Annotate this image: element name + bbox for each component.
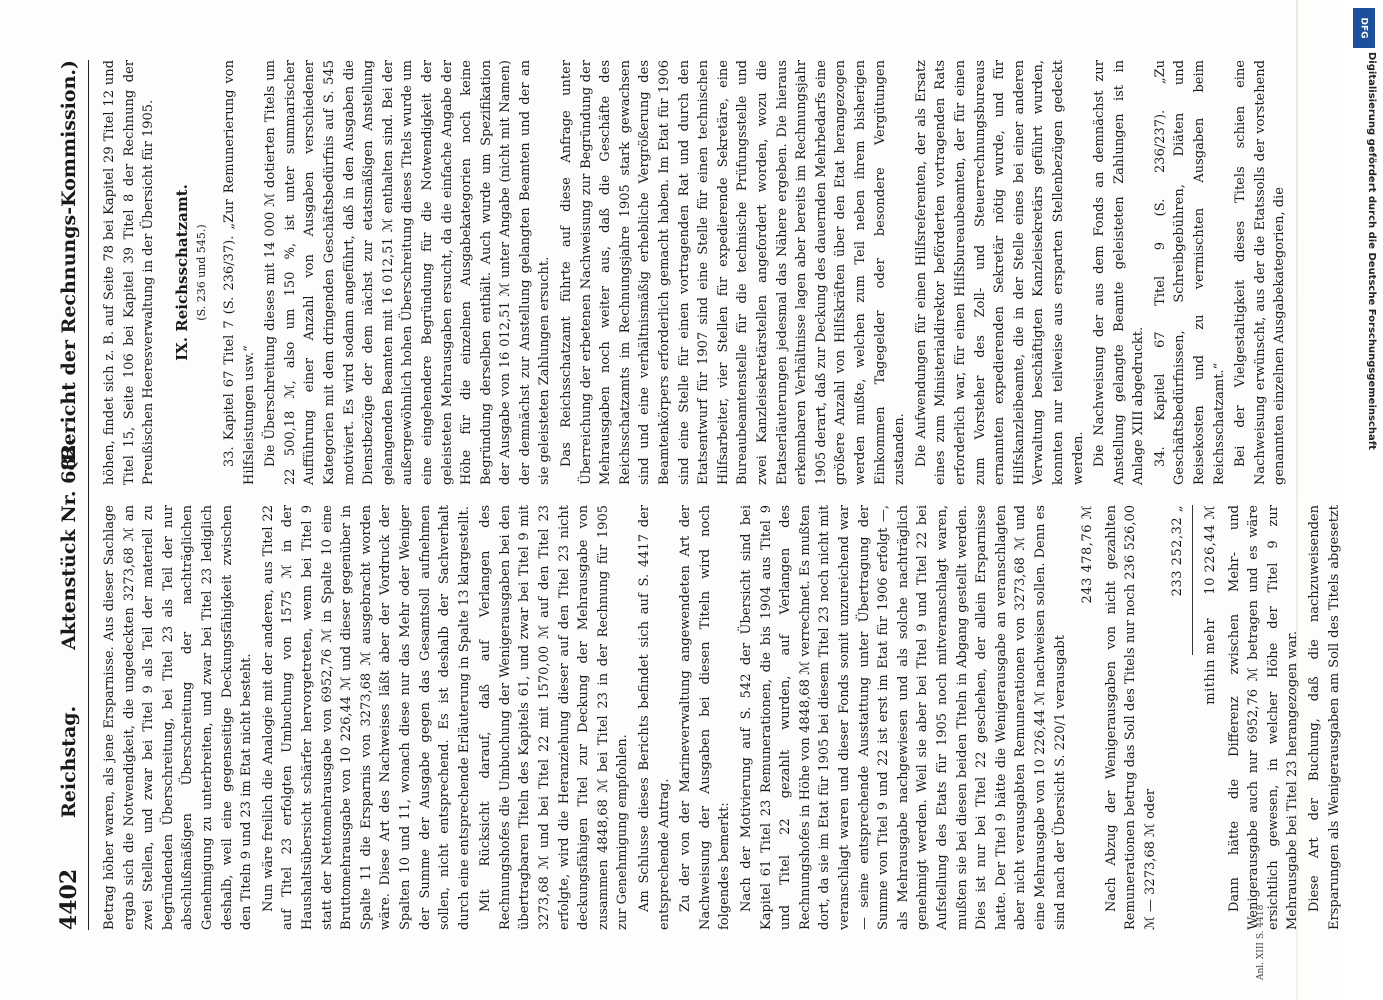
paragraph: Die Überschreitung dieses mit 14 000 ℳ dotierten Titels um 22 500,18 ℳ, also um 150 %, ist unter summarischer Aufführung einer Anzahl von Ausgaben verschiedener Kategorien mit dem dringenden Geschäftsbedürfnis auf S. 545 motiviert. Es wird sodann angeführt, daß in den Ausgaben die Dienstbezüge der dem nächst zur etatsmäßigen Anstellung gelangenden Beamten mit 16 012,51 ℳ enthalten sind. Bei der außergewöhnlich hohen Überschreitung dieses Titels wurde um eine eingehendere Begründung für die Notwendigkeit der geleisteten Mehrausgaben ersucht, da die einfache Angabe der Höhe für die einzelnen Ausgabekategorien noch keine Begründung derselben enthält. Auch wurde um Spezifikation der Ausgabe von 16 012,51 ℳ unter Angabe (nicht mit Namen) der demnächst zur Anstellung gelangten Beamten und der an sie geleisteten Zahlungen ersucht.: [262, 60, 552, 485]
item-heading: 34. Kapitel 67 Titel 9 (S. 236/237). „Zu Geschäftsbedürfnissen, Schreibgebühren, Diäten und Reisekosten und zu vermischten Ausgaben beim Reichsschatzamt.“: [1152, 60, 1227, 485]
sum-value: 10 226,44 ℳ: [1202, 505, 1218, 595]
paragraph: Zu der von der Marineverwaltung angewendeten Art der Nachweisung der Ausgaben bei diesen Titeln wird noch folgendes bemerkt:: [677, 505, 732, 930]
paragraph: Das Reichsschatzamt führte auf diese Anfrage unter Überreichung der erbetenen Nachweisung zur Begründung der Mehrausgaben noch weiter aus, daß die Geschäfte des Reichsschatzamts im Rechnungsjahre 1905 stark gewachsen sind und eine verhältnismäßig erhebliche Vergrößerung des Beamtenkörpers erforderlich gemacht haben. Im Etat für 1906 sind eine Stelle für einen vortragenden Rat und durch den Etatsentwurf für 1907 sind eine Stelle für einen technischen Hilfsarbeiter, vier Stellen für expedierende Sekretäre, eine Bureaubeamtenstelle für die technische Prüfungsstelle und zwei Kanzleisekretärstellen angefordert worden, wozu die Etatserläuterungen jedesmal das Nähere ergeben. Die hieraus erkennbaren Verhältnisse lagen aber bereits im Rechnungsjahr 1905 derart, daß zur Deckung des dauernden Mehrbedarfs eine größere Anzahl von Hilfskräften über den Etat herangezogen werden mußte, welchen zum Teil neben ihrem bisherigen Einkommen Tagegelder oder besondere Vergütungen zustanden.: [558, 60, 907, 485]
section-subtitle: (S. 236 und 545.): [194, 224, 208, 321]
paragraph: Dann hätte die Differenz zwischen Mehr- und Wenigerausgabe auch nur 6952,76 ℳ betragen und es wäre ersichtlich gewesen, in welcher Höhe der Titel 9 zur Mehrausgabe bei Titel 23 herangezogen war.: [1226, 505, 1300, 930]
paragraph: Nach der Motivierung auf S. 542 der Übersicht sind bei Kapitel 61 Titel 23 Remunerationen, die bis 1904 aus Titel 9 und Titel 22 gezahlt wurden, auf Verlangen des Rechnungshofes in Höhe von 4848,68 ℳ verrechnet. Es mußten dort, da sie im Etat für 1905 bei diesem Titel 23 noch nicht mit veranschlagt waren und dieser Fonds somit unzureichend war — seine entsprechende Ausstattung unter Übertragung der Summe von Titel 9 und 22 ist erst im Etat für 1906 erfolgt —, als Mehrausgabe nachgewiesen und als solche nachträglich genehmigt werden. Weil sie aber bei Titel 9 und Titel 22 bei Aufstellung des Etats für 1905 noch mitveranschlagt waren, mußten sie bei diesen beiden Titeln in Abgang gestellt werden. Dies ist nur bei Titel 22 geschehen, der allein Ersparnisse hatte. Der Titel 9 hätte die Wenigerausgabe an veranschlagten aber nicht verausgabten Remunerationen von 3273,68 ℳ und eine Mehrausgabe von 10 226,44 ℳ nachweisen sollen. Denn es sind nach der Übersicht S. 220/1 verausgabt: [738, 505, 1067, 930]
paragraph: Bei der Vielgestaltigkeit dieses Titels schien eine Nachweisung erwünscht, aus der die Etatssolls der vorstehend genannten einzelnen Ausgabekategorien, die: [1232, 60, 1287, 485]
dfg-logo: [1353, 8, 1375, 48]
dfg-logo-text: DFG: [1358, 17, 1369, 39]
amount-line: 233 252,32 „: [1169, 505, 1185, 597]
paragraph: Nun wäre freilich die Analogie mit der anderen, aus Titel 22 auf Titel 23 erfolgten Umbuchung von 1575 ℳ in der Haushaltsübersicht schärfer hervorgetreten, wenn bei Titel 9 statt der Nettomehrausgabe von 6952,76 ℳ in Spalte 10 eine Bruttomehrausgabe von 10 226,44 ℳ und dieser gegenüber in Spalte 11 die Ersparnis von 3273,68 ℳ ausgebracht worden wäre. Diese Art des Nachweises läßt aber der Vordruck der Spalten 10 und 11, wonach diese nur das Mehr oder Weniger der Summe der Ausgabe gegen das Gesamtsoll aufnehmen sollen, nicht entsprechend. Es ist deshalb der Sachverhalt durch eine entsprechende Erläuterung in Spalte 13 klargestellt.: [260, 505, 472, 930]
left-column: [100, 505, 1366, 930]
right-column: [100, 60, 1292, 485]
paragraph: Diese Art der Buchung, daß die nachzuweisenden Ersparungen als Wenigerausgaben am Soll des Titels abgesetzt: [1306, 505, 1342, 930]
margin-note: Anl. XIII S. 4418: [1256, 904, 1266, 980]
paragraph: Am Schlusse dieses Berichts befindet sich auf S. 4417 der entsprechende Antrag.: [636, 505, 672, 930]
paragraph: Die Nachweisung der aus dem Fonds an demnächst zur Anstellung gelangte Beamte geleisteten Zahlungen ist in Anlage XIII abgedruckt.: [1091, 60, 1146, 485]
report-title: (Bericht der Rechnungs-Kommission.): [57, 60, 80, 471]
paragraph: Betrag höher waren, als jene Ersparnisse. Aus dieser Sachlage ergab sich die Notwendigkeit, die ungedeckten 3273,68 ℳ an zwei Stellen, und zwar bei Titel 9 als Teil der materiell zu begründenden Überschreitung, bei Titel 23 als Teil der nur abschlußmäßigen Überschreitung der nachträglichen Genehmigung zu unterbreiten, und zwar bei Titel 23 lediglich deshalb, weil eine gegenseitige Deckungsfähigkeit zwischen den Titeln 9 und 23 im Etat nicht besteht.: [101, 505, 254, 930]
document-number: Aktenstück Nr. 682.: [57, 437, 80, 650]
paragraph: Nach Abzug der Wenigerausgaben von nicht gezahlten Remunerationen betrug das Soll des Titels nur noch 236 526,00 ℳ — 3273,68 ℳ oder: [1103, 505, 1158, 930]
paragraph: Mit Rücksicht darauf, daß auf Verlangen des Rechnungshofes die Umbuchung der Wenigerausgaben bei den übertragbaren Titeln des Kapitels 61, und zwar bei Titel 9 mit 3273,68 ℳ und bei Titel 22 mit 1570,00 ℳ auf den Titel 23 erfolgte, wird die Heranziehung dieser auf den Titel 23 nicht deckungsfähigen Titel zur Deckung der Mehrausgabe von zusammen 4848,68 ℳ bei Titel 23 in der Rechnung für 1905 zur Genehmigung empfohlen.: [477, 505, 630, 930]
paragraph: höhen, findet sich z. B. auf Seite 78 bei Kapitel 29 Titel 12 und Titel 15, Seite 106 bei Kapitel 39 Titel 8 der Rechnung der Preußischen Heeresverwaltung in der Übersicht für 1905.: [101, 60, 156, 485]
header-label: Reichstag.: [57, 705, 80, 818]
amount-line: 243 478,76 ℳ: [1079, 505, 1095, 604]
digitization-credit: Digitalisierung gefördert durch die Deutsche Forschungsgemeinschaft: [1366, 52, 1377, 450]
section-title: IX. Reichsschatzamt.: [172, 184, 191, 361]
sum-line: [1201, 505, 1221, 930]
page-header: [52, 60, 89, 930]
paragraph: Die Aufwendungen für einen Hilfsreferenten, der als Ersatz eines zum Ministerialdirektor beförderten vortragenden Rats erforderlich war, für einen Hilfsbureaubeamten, der für einen zum Vorsteher des Zoll- und Steuerrechnungsbureaus ernannten expedierenden Sekretär nötig wurde, und für Hilfskanzleibeamte, die in der Stelle eines bei einer anderen Verwaltung beschäftigten Kanzleisekretärs geführt wurden, konnten nur teilweise aus ersparten Stellenbezügen gedeckt werden.: [913, 60, 1085, 485]
sum-label: mithin mehr: [1202, 617, 1218, 705]
item-heading: 33. Kapitel 67 Titel 7 (S. 236/37). „Zur Remunerierung von Hilfsleistungen usw.“: [221, 60, 257, 485]
sum-rule: [1192, 505, 1193, 655]
rotated-text-block: [32, 30, 1352, 970]
page-number: 4402: [55, 868, 82, 930]
